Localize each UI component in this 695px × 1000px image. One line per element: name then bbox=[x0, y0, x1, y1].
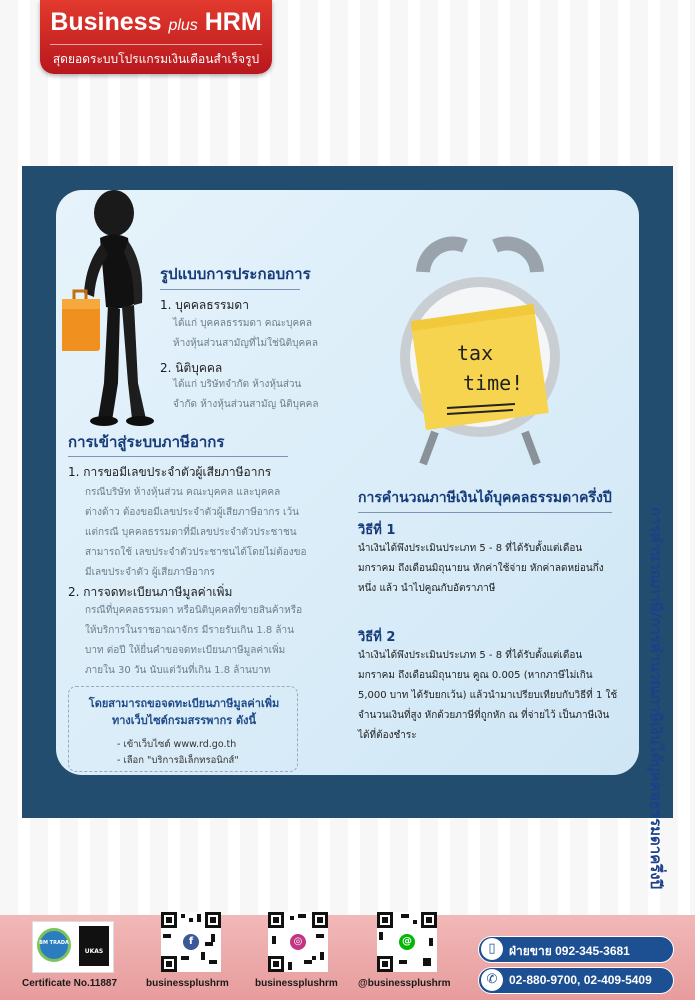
brand-name bbox=[40, 8, 272, 37]
tax-id-registration-desc: กรณีบริษัท ห้างหุ้นส่วน คณะบุคคล และบุคคลต่างด้าว ต้องขอมีเลขประจำตัวผู้เสียภาษีอากร เว้นแต่กรณี บุคคลธรรมดาที่มีเลขประจำตัวประชาชน สามารถใช้ เลขประจำตัวประชาชนได้โดยไม่ต้องขอมีเลขประจำตัว ผู้เสียภาษีอากร bbox=[85, 487, 307, 578]
method-1-label: วิธีที่ 1 bbox=[358, 523, 396, 538]
method-2-desc: นำเงินได้พึงประเมินประเภท 5 - 8 ที่ได้รับตั้งแต่เดือนมกราคม ถึงเดือนมิถุนายน คูณ 0.005 (หากภาษีไม่เกิน 5,000 บาท ได้รับยกเว้น) แล้วนำมาเปรียบเทียบกับวิธีที่ 1 ใช้จำนวนเงินที่สูง หักด้วยภาษีที่ถูกหัก ณ ที่จ่ายไว้ เป็นภาษีเงินได้ที่ต้องชำระ bbox=[358, 650, 618, 741]
callout-website-line: - เข้าเว็บไซต์ www.rd.go.th bbox=[117, 739, 237, 750]
tax-id-registration: 1. การขอมีเลขประจำตัวผู้เสียภาษีอากร bbox=[68, 465, 272, 479]
line-qr-code[interactable] bbox=[377, 912, 437, 972]
section-business-types-title: รูปแบบการประกอบการ bbox=[160, 265, 311, 283]
callout-title-line1: โดยสามารถขอจดทะเบียนภาษีมูลค่าเพิ่ม bbox=[88, 697, 280, 710]
brand-main: Business bbox=[50, 8, 162, 36]
ukas-logo bbox=[79, 926, 109, 966]
certification-logos bbox=[32, 921, 114, 973]
section-divider bbox=[68, 456, 288, 457]
section-divider bbox=[358, 512, 612, 513]
office-phone-text: 02-880-9700, 02-409-5409 bbox=[509, 973, 652, 987]
vat-registration: 2. การจดทะเบียนภาษีมูลค่าเพิ่ม bbox=[68, 585, 233, 599]
section-tax-system-title: การเข้าสู่ระบบภาษีอากร bbox=[68, 433, 225, 451]
instagram-qr-code[interactable] bbox=[268, 912, 328, 972]
business-type-juristic: 2. นิติบุคคล bbox=[160, 361, 223, 375]
business-type-individual: 1. บุคคลธรรมดา bbox=[160, 298, 249, 312]
business-type-individual-desc: ได้แก่ บุคคลธรรมดา คณะบุคคล ห้างหุ้นส่วนสามัญที่ไม่ใช่นิติบุคคล bbox=[173, 318, 318, 349]
section-half-year-tax-title: การคำนวณภาษีเงินได้บุคคลธรรมดาครึ่งปี bbox=[358, 490, 612, 506]
method-1-desc: นำเงินได้พึงประเมินประเภท 5 - 8 ที่ได้รับตั้งแต่เดือนมกราคม ถึงเดือนมิถุนายน หักค่าใช้จ่าย หักค่าลดหย่อนกึ่งหนึ่ง แล้ว นำไปคูณกับอัตราภาษี bbox=[358, 543, 604, 594]
brand-logo bbox=[40, 0, 272, 74]
line-icon: @ bbox=[399, 934, 415, 950]
facebook-qr-code[interactable] bbox=[161, 912, 221, 972]
callout-service-line: - เลือก "บริการอิเล็กทรอนิกส์" bbox=[117, 755, 239, 766]
alarm-clock-icon bbox=[395, 232, 565, 472]
callout-title-line2: ทางเว็บไซต์กรมสรรพากร ดังนี้ bbox=[111, 714, 257, 727]
certificate-number: Certificate No.11887 bbox=[22, 978, 118, 989]
sales-phone-text: ฝ่ายขาย 092-345-3681 bbox=[509, 944, 630, 958]
sales-phone-button[interactable] bbox=[478, 936, 674, 963]
section-divider bbox=[160, 289, 300, 290]
instagram-icon: ◎ bbox=[290, 934, 306, 950]
vertical-title: การคำนวณภาษี/การคำนวณภาษีเงินได้บุคคลธรรมดาครึ่งปี bbox=[647, 507, 665, 890]
vat-website-callout bbox=[68, 686, 298, 772]
facebook-handle[interactable]: businessplushrm bbox=[146, 978, 229, 989]
logo-divider bbox=[50, 44, 262, 45]
facebook-icon: f bbox=[183, 934, 199, 950]
ukas-text: UKAS bbox=[84, 948, 104, 955]
line-handle[interactable]: @businessplushrm bbox=[358, 978, 451, 989]
telephone-icon: ✆ bbox=[481, 969, 503, 991]
callout-title bbox=[69, 695, 299, 729]
office-phone-button[interactable] bbox=[478, 967, 674, 994]
business-type-juristic-desc: ได้แก่ บริษัทจำกัด ห้างหุ้นส่วนจำกัด ห้างหุ้นส่วนสามัญ นิติบุคคล bbox=[173, 379, 319, 410]
note-time-text: time! bbox=[463, 371, 524, 395]
method-2-label: วิธีที่ 2 bbox=[358, 630, 396, 645]
brand-tagline: สุดยอดระบบโปรแกรมเงินเดือนสำเร็จรูป bbox=[52, 52, 260, 66]
brand-hrm: HRM bbox=[204, 8, 262, 36]
bm-trada-text: BM TRADA bbox=[39, 940, 69, 946]
vat-registration-desc: กรณีที่บุคคลธรรมดา หรือนิติบุคคลที่ขายสินค้าหรือ ให้บริการในราชอาณาจักร มีรายรับเกิน 1.8 ล้านบาท ต่อปี ให้ยื่นคำขอจดทะเบียนภาษีมูลค่าเพิ่มภายใน 30 วัน นับแต่วันที่เกิน 1.8 ล้านบาท bbox=[85, 605, 303, 676]
note-tax-text: tax bbox=[457, 341, 494, 365]
businessman-figure-icon bbox=[62, 183, 172, 433]
instagram-handle[interactable]: businessplushrm bbox=[255, 978, 338, 989]
brand-plus: plus bbox=[168, 17, 198, 34]
mobile-phone-icon: ▯ bbox=[481, 938, 503, 960]
